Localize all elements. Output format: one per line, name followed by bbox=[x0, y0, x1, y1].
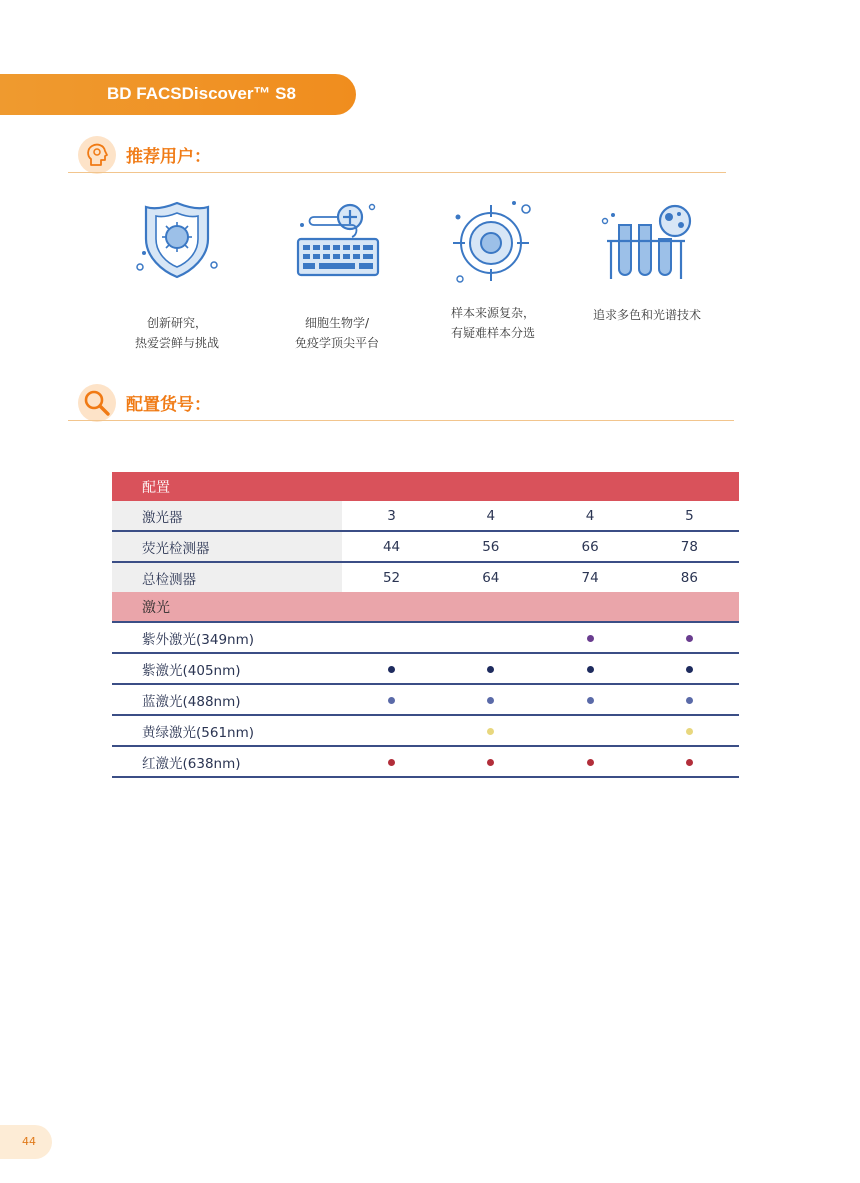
cell-value: 64 bbox=[482, 569, 500, 586]
laser-dot bbox=[388, 697, 395, 704]
cell-value: 52 bbox=[382, 569, 401, 586]
laser-dot bbox=[388, 666, 395, 673]
cell-value: 5 bbox=[640, 501, 739, 531]
laser-dot-cell bbox=[342, 653, 441, 684]
user-label: 细胞生物学/ 免疫学顶尖平台 bbox=[294, 316, 379, 350]
table-row bbox=[112, 562, 739, 592]
cell-value: 3 bbox=[342, 501, 441, 531]
table-row bbox=[112, 531, 739, 562]
cell-value: 4 bbox=[441, 501, 540, 531]
cell-value: 56 bbox=[441, 531, 540, 562]
laser-dot bbox=[686, 697, 693, 704]
laser-dot-cell bbox=[640, 715, 739, 746]
laser-dot bbox=[686, 728, 693, 735]
laser-dot-cell bbox=[540, 746, 639, 777]
laser-dot-cell bbox=[540, 653, 639, 684]
section-divider bbox=[68, 420, 734, 421]
user-item bbox=[408, 195, 578, 340]
page-number-tab bbox=[0, 1125, 52, 1159]
header-tab bbox=[0, 74, 356, 115]
table-row bbox=[112, 501, 739, 531]
laser-label: 红激光(638nm) bbox=[112, 746, 342, 777]
user-list bbox=[100, 195, 740, 365]
laser-dot-cell bbox=[640, 684, 739, 715]
table-header-row bbox=[112, 472, 739, 501]
laser-dot bbox=[388, 759, 395, 766]
magnifier-icon bbox=[78, 384, 116, 422]
laser-dot-cell bbox=[540, 715, 639, 746]
section-divider bbox=[68, 172, 726, 173]
user-label: 创新研究， 热爱尝鲜与挑战 bbox=[134, 316, 219, 350]
laser-dot-cell bbox=[441, 715, 540, 746]
laser-label: 蓝激光(488nm) bbox=[112, 684, 342, 715]
laser-dot-cell bbox=[640, 746, 739, 777]
laser-dot bbox=[587, 666, 594, 673]
cell-value: 78 bbox=[640, 531, 739, 562]
laser-dot-cell bbox=[441, 746, 540, 777]
page-number: 44 bbox=[22, 1135, 36, 1148]
laser-dot bbox=[686, 666, 693, 673]
laser-dot bbox=[686, 635, 693, 642]
laser-dot bbox=[587, 697, 594, 704]
table-header: 配置 bbox=[112, 472, 739, 501]
laser-dot-cell bbox=[441, 684, 540, 715]
laser-dot-cell bbox=[342, 746, 441, 777]
user-item bbox=[562, 195, 732, 322]
laser-header-row bbox=[112, 592, 739, 622]
row-label: 荧光检测器 bbox=[112, 531, 342, 562]
user-head-icon bbox=[78, 136, 116, 174]
laser-dot-cell bbox=[342, 715, 441, 746]
row-label: 激光器 bbox=[112, 501, 342, 531]
target-cell-icon bbox=[448, 195, 538, 285]
header-title: BD FACSDiscover™ S8 bbox=[107, 84, 296, 103]
laser-dot-cell bbox=[441, 653, 540, 684]
laser-label: 紫激光(405nm) bbox=[112, 653, 342, 684]
laser-row bbox=[112, 653, 739, 684]
row-label: 总检测器 bbox=[112, 562, 342, 592]
laser-row bbox=[112, 715, 739, 746]
laser-dot-cell bbox=[342, 622, 441, 653]
test-tubes-icon bbox=[597, 195, 697, 285]
cell-value: 86 bbox=[680, 569, 698, 586]
cell-value: 74 bbox=[581, 569, 599, 586]
laser-dot-cell bbox=[640, 622, 739, 653]
recommend-title: 推荐用户： bbox=[126, 147, 211, 167]
laser-dot bbox=[487, 759, 494, 766]
cell-value: 4 bbox=[540, 501, 639, 531]
laser-row bbox=[112, 684, 739, 715]
user-label: 样本来源复杂， 有疑难样本分选 bbox=[450, 306, 535, 340]
laser-row bbox=[112, 622, 739, 653]
user-item bbox=[252, 195, 422, 350]
cell-value: 66 bbox=[540, 531, 639, 562]
laser-dot bbox=[487, 697, 494, 704]
config-table bbox=[112, 472, 739, 778]
laser-dot bbox=[587, 759, 594, 766]
config-title: 配置货号： bbox=[126, 395, 211, 415]
cell-value: 44 bbox=[342, 531, 441, 562]
laser-dot-cell bbox=[640, 653, 739, 684]
laser-row bbox=[112, 746, 739, 777]
user-label: 追求多色和光谱技术 bbox=[592, 308, 701, 322]
laser-dot-cell bbox=[441, 622, 540, 653]
user-item bbox=[92, 195, 262, 350]
laser-label: 黄绿激光(561nm) bbox=[112, 715, 342, 746]
laser-dot-cell bbox=[342, 684, 441, 715]
laser-dot-cell bbox=[540, 684, 639, 715]
section-recommend bbox=[68, 136, 728, 182]
section-config bbox=[68, 384, 728, 430]
keyboard-plus-icon bbox=[292, 195, 382, 285]
laser-label: 紫外激光(349nm) bbox=[112, 622, 342, 653]
laser-header: 激光 bbox=[112, 592, 739, 622]
laser-dot bbox=[686, 759, 693, 766]
laser-dot bbox=[587, 635, 594, 642]
laser-dot bbox=[487, 666, 494, 673]
laser-dot-cell bbox=[540, 622, 639, 653]
shield-virus-icon bbox=[132, 195, 222, 285]
laser-dot bbox=[487, 728, 494, 735]
